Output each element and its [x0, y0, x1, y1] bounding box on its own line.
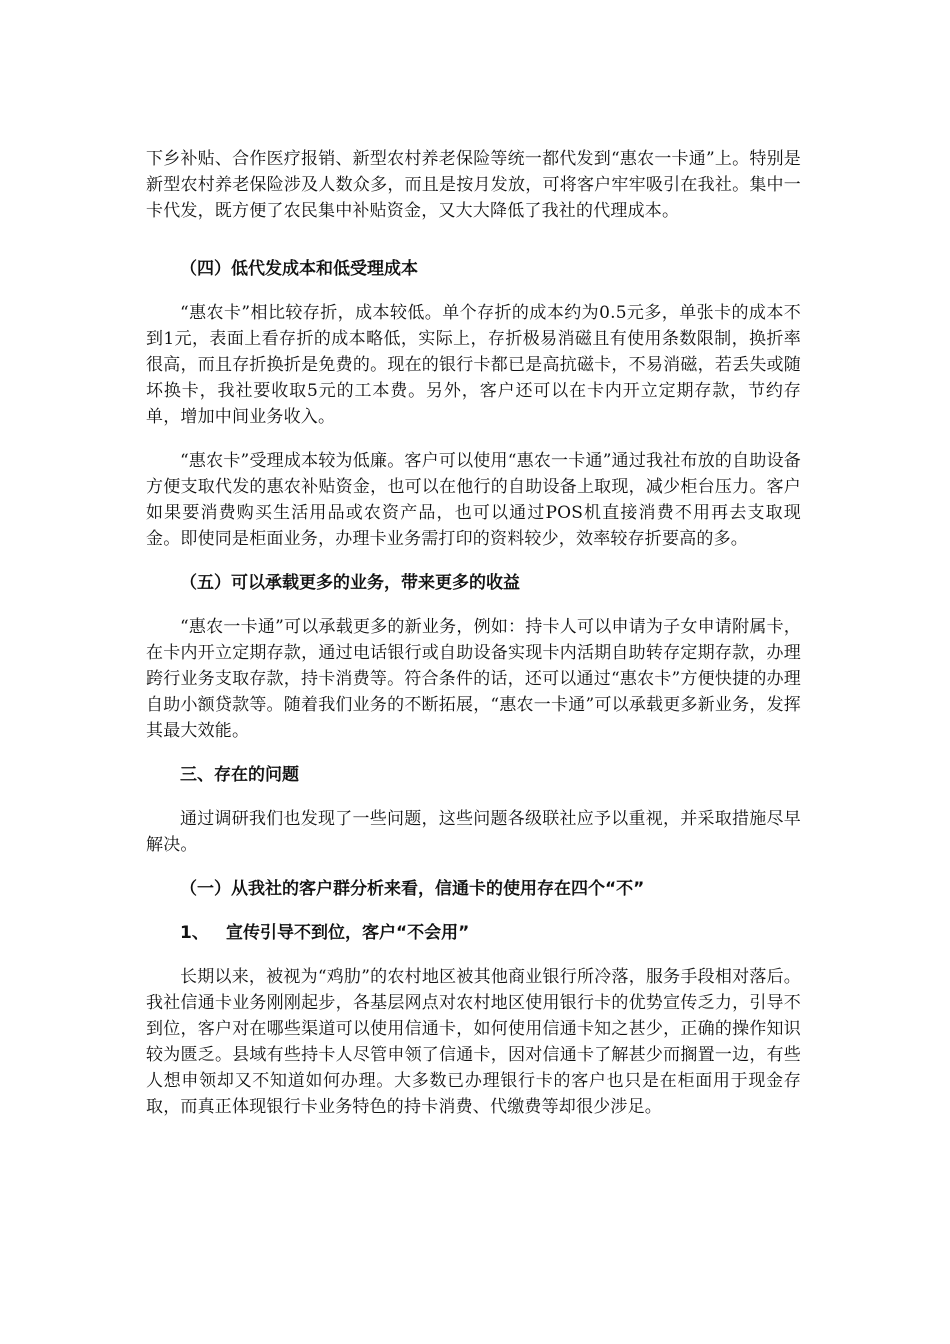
paragraph-subsidy-distribution: 下乡补贴、合作医疗报销、新型农村养老保险等统一都代发到“惠农一卡通”上。特别是新型农村养老保险涉及人数众多，而且是按月发放，可将客户牢牢吸引在我社。集中一卡代发，既方便了农民集中补贴资金，又大大降低了我社的代理成本。	[146, 149, 801, 221]
heading-problems: 三、存在的问题	[180, 765, 299, 785]
paragraph-promotion-detail: 长期以来，被视为“鸡肋”的农村地区被其他商业银行所冷落，服务手段相对落后。我社信通卡业务刚刚起步，各基层网点对农村地区使用银行卡的优势宣传乏力，引导不到位，客户对在哪些渠道可以使用信通卡，如何使用信通卡知之甚少，正确的操作知识较为匮乏。县域有些持卡人尽管申领了信通卡，因对信通卡了解甚少而搁置一边，有些人想申领却又不知道如何办理。大多数已办理银行卡的客户也只是在柜面用于现金存取，而真正体现银行卡业务特色的持卡消费、代缴费等却很少涉足。	[146, 967, 801, 1117]
heading-text: 宣传引导不到位，客户“不会用”	[226, 923, 470, 943]
heading-more-business: （五）可以承载更多的业务，带来更多的收益	[180, 573, 520, 593]
paragraph-problems-intro: 通过调研我们也发现了一些问题，这些问题各级联社应予以重视，并采取措施尽早解决。	[146, 809, 801, 855]
heading-text: 从我社的客户群分析来看，信通卡的使用存在四个“不”	[231, 879, 645, 899]
heading-number: 1、	[180, 923, 209, 943]
paragraph-card-cost: “惠农卡”相比较存折，成本较低。单个存折的成本约为0.5元多，单张卡的成本不到1元，表面上看存折的成本略低，实际上，存折极易消磁且有使用条数限制，换折率很高，而且存折换折是免费的。现在的银行卡都已是高抗磁卡，不易消磁，若丢失或随坏换卡，我社要收取5元的工本费。另外，客户还可以在卡内开立定期存款，节约存单，增加中间业务收入。	[146, 303, 801, 427]
heading-low-cost: （四）低代发成本和低受理成本	[180, 259, 418, 279]
heading-number: （一）	[180, 879, 231, 899]
paragraph-more-business: “惠农一卡通”可以承载更多的新业务，例如：持卡人可以申请为子女申请附属卡，在卡内开立定期存款，通过电话银行或自助设备实现卡内活期自助转存定期存款，办理跨行业务支取存款，持卡消费等。符合条件的话，还可以通过“惠农卡”方便快捷的办理自助小额贷款等。随着我们业务的不断拓展，“惠农一卡通”可以承载更多新业务，发挥其最大效能。	[146, 617, 801, 741]
heading-promotion	[146, 920, 801, 946]
paragraph-acceptance-cost: “惠农卡”受理成本较为低廉。客户可以使用“惠农一卡通”通过我社布放的自助设备方便支取代发的惠农补贴资金，也可以在他行的自助设备上取现，减少柜台压力。客户如果要消费购买生活用品或农资产品，也可以通过POS机直接消费不用再去支取现金。即使同是柜面业务，办理卡业务需打印的资料较少，效率较存折要高的多。	[146, 451, 801, 549]
document-body	[146, 146, 801, 1138]
heading-customer-analysis	[146, 876, 801, 902]
